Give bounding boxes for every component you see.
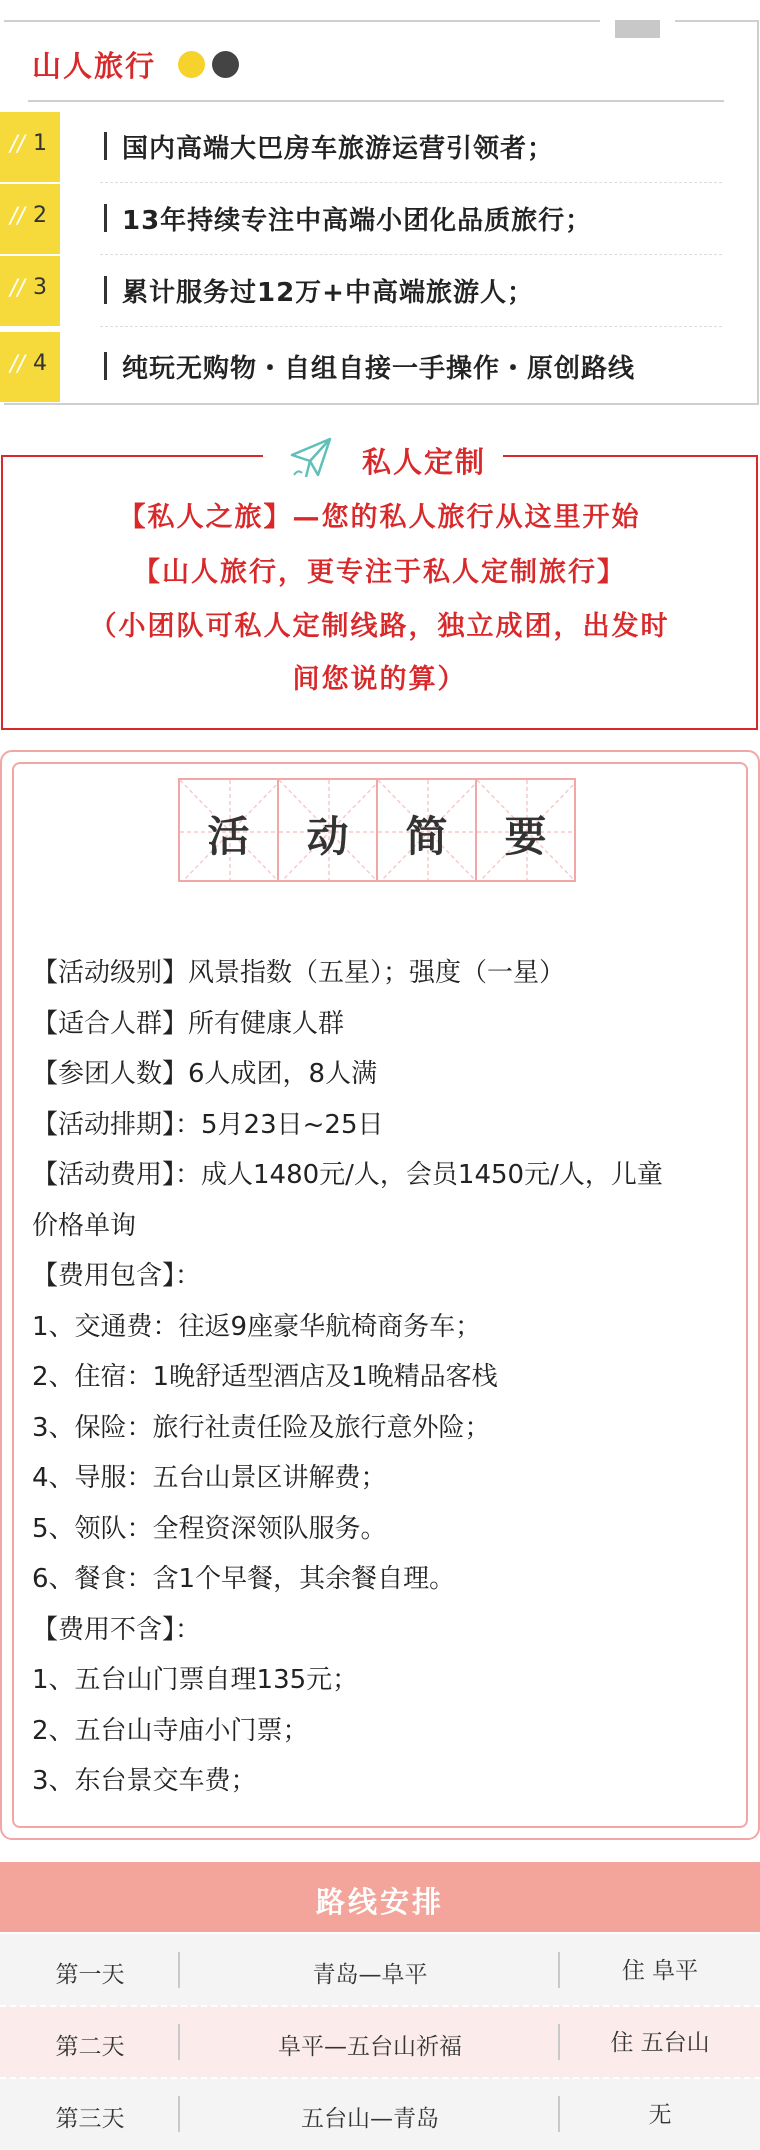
route-row-day-2 bbox=[0, 2006, 760, 2078]
detail-cost: 【活动费用】：成人1480元/人，会员1450元/人，儿童 bbox=[32, 1160, 663, 1190]
detail-include-item: 5、领队：全程资深领队服务。 bbox=[32, 1513, 387, 1544]
detail-include-item: 1、交通费：往返9座豪华航椅商务车； bbox=[32, 1311, 482, 1342]
detail-include-item: 4、导服：五台山景区讲解费； bbox=[32, 1463, 387, 1493]
title-cell bbox=[475, 778, 576, 882]
private-custom-panel bbox=[1, 445, 758, 730]
summary-title-grid bbox=[178, 778, 582, 882]
detail-includes-heading: 【费用包含】： bbox=[32, 1261, 202, 1291]
number-badge bbox=[0, 112, 60, 182]
title-char: 要 bbox=[504, 812, 547, 861]
detail-level: 【活动级别】风景指数（五星）；强度（一星） bbox=[32, 958, 566, 988]
route-day: 第一天 bbox=[55, 1962, 125, 1988]
route-row-day-3 bbox=[0, 2078, 760, 2150]
highlight-text: 国内高端大巴房车旅游运营引领者； bbox=[122, 134, 555, 164]
badge-number: 4 bbox=[33, 351, 47, 376]
title-divider bbox=[28, 100, 724, 102]
custom-line-3: （小团队可私人定制线路，独立成团，出发时 bbox=[89, 611, 670, 642]
custom-title: 私人定制 bbox=[358, 440, 490, 481]
detail-exclude-item: 1、五台山门票自理135元； bbox=[32, 1665, 359, 1695]
custom-line-1: 【私人之旅】—您的私人旅行从这里开始 bbox=[118, 502, 641, 533]
title-cell bbox=[376, 778, 477, 882]
detail-audience: 【适合人群】所有健康人群 bbox=[32, 1008, 345, 1039]
detail-group-size: 【参团人数】6人成团，8人满 bbox=[32, 1059, 378, 1089]
slash-icon: // bbox=[10, 132, 25, 157]
route-row-divider bbox=[0, 2005, 760, 2007]
route-stay: 住 五台山 bbox=[610, 2030, 710, 2056]
title-cell bbox=[277, 778, 378, 882]
detail-include-item: 3、保险：旅行社责任险及旅行意外险； bbox=[32, 1412, 491, 1443]
badge-number: 3 bbox=[33, 275, 47, 300]
highlight-row-1 bbox=[0, 112, 760, 182]
yellow-dot-icon bbox=[178, 51, 205, 78]
route-path: 阜平—五台山祈福 bbox=[278, 2034, 462, 2060]
route-path: 青岛—阜平 bbox=[312, 1962, 428, 1988]
route-title: 路线安排 bbox=[315, 1885, 444, 1919]
bar-icon bbox=[104, 352, 107, 380]
number-badge bbox=[0, 256, 60, 326]
route-path: 五台山—青岛 bbox=[301, 2106, 439, 2132]
row-divider bbox=[100, 326, 722, 327]
highlight-text: 13年持续专注中高端小团化品质旅行； bbox=[122, 206, 593, 236]
brand-title: 山人旅行 bbox=[32, 49, 157, 83]
number-badge bbox=[0, 332, 60, 402]
bar-icon bbox=[104, 276, 107, 304]
route-header bbox=[0, 1862, 760, 1932]
detail-cost-cont: 价格单询 bbox=[32, 1210, 137, 1241]
detail-include-item: 2、住宿：1晚舒适型酒店及1晚精品客栈 bbox=[32, 1362, 498, 1392]
gray-tab-decoration bbox=[615, 20, 660, 38]
badge-number: 1 bbox=[33, 131, 47, 156]
highlight-row-2 bbox=[0, 184, 760, 254]
route-row-divider bbox=[0, 2077, 760, 2079]
row-divider bbox=[100, 182, 722, 183]
route-day: 第二天 bbox=[55, 2034, 125, 2060]
highlight-row-3 bbox=[0, 256, 760, 326]
title-char: 简 bbox=[405, 812, 448, 861]
slash-icon: // bbox=[10, 276, 25, 301]
slash-icon: // bbox=[10, 352, 25, 377]
detail-excludes-heading: 【费用不含】： bbox=[32, 1614, 202, 1645]
bar-icon bbox=[104, 132, 107, 160]
paper-plane-icon bbox=[288, 435, 334, 481]
row-divider bbox=[100, 254, 722, 255]
slash-icon: // bbox=[10, 204, 25, 229]
custom-line-4: 间您说的算） bbox=[292, 664, 467, 695]
detail-exclude-item: 2、五台山寺庙小门票； bbox=[32, 1715, 309, 1746]
route-row-day-1 bbox=[0, 1934, 760, 2006]
title-char: 动 bbox=[306, 812, 349, 861]
brand-intro-panel bbox=[0, 20, 760, 405]
bar-icon bbox=[104, 204, 107, 232]
detail-include-item: 6、餐食：含1个早餐，其余餐自理。 bbox=[32, 1564, 456, 1594]
highlight-text: 纯玩无购物・自组自接一手操作・原创路线 bbox=[122, 354, 636, 384]
dark-dot-icon bbox=[212, 51, 239, 78]
custom-line-2: 【山人旅行，更专注于私人定制旅行】 bbox=[133, 557, 626, 588]
highlight-row-4 bbox=[0, 332, 760, 402]
title-cell bbox=[178, 778, 279, 882]
summary-details bbox=[32, 948, 732, 1807]
detail-schedule: 【活动排期】：5月23日~25日 bbox=[32, 1109, 384, 1140]
route-day: 第三天 bbox=[55, 2106, 125, 2132]
route-stay: 无 bbox=[648, 2102, 672, 2128]
badge-number: 2 bbox=[33, 203, 47, 228]
title-char: 活 bbox=[207, 812, 250, 861]
highlight-text: 累计服务过12万+中高端旅游人； bbox=[122, 278, 534, 308]
number-badge bbox=[0, 184, 60, 254]
route-stay: 住 阜平 bbox=[621, 1958, 699, 1984]
detail-exclude-item: 3、东台景交车费； bbox=[32, 1766, 257, 1796]
